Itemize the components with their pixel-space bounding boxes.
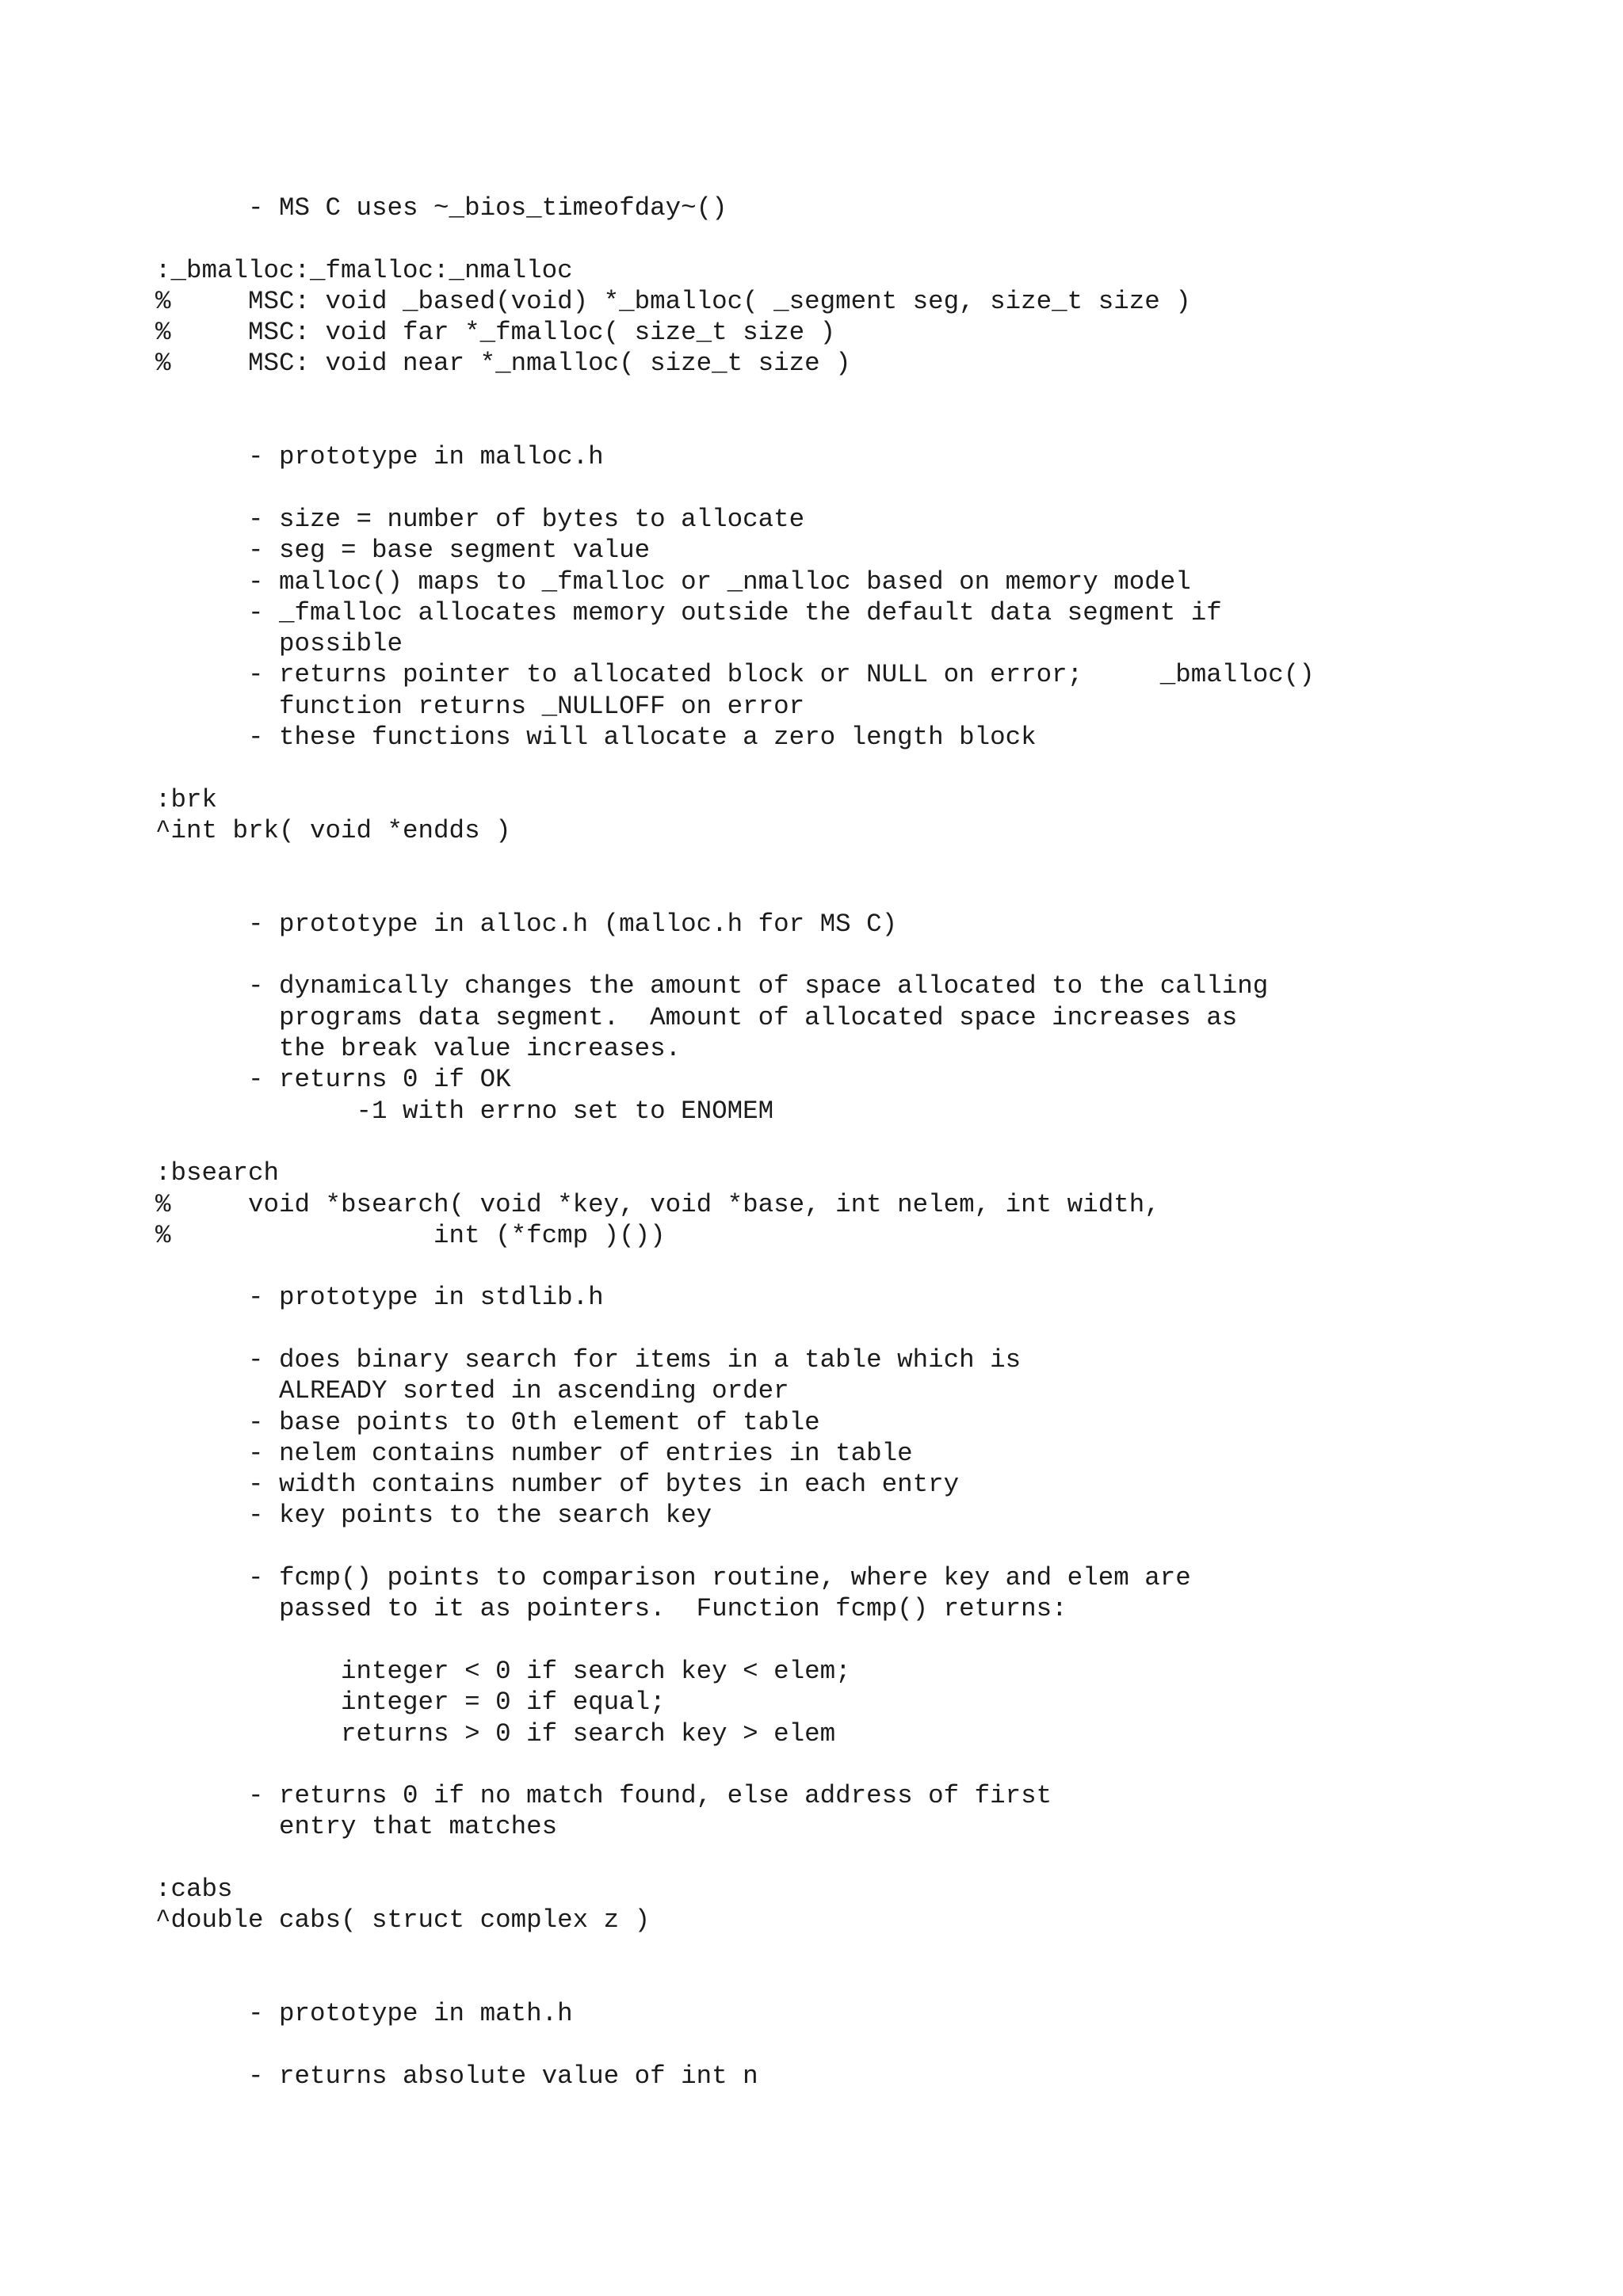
text-line: integer < 0 if search key < elem; <box>155 1656 851 1686</box>
text-line: - returns absolute value of int n <box>155 2061 758 2091</box>
blank-line <box>155 1936 1598 1967</box>
blank-line <box>155 1314 1598 1344</box>
text-line: - prototype in stdlib.h <box>155 1283 604 1313</box>
text-line: - does binary search for items in a table which is <box>155 1344 1022 1375</box>
text-line: - returns pointer to allocated block or NULL on error; _bmalloc() <box>155 660 1315 690</box>
text-line: entry that matches <box>155 1812 558 1842</box>
text-line: passed to it as pointers. Function fcmp() returns: <box>155 1594 1067 1624</box>
text-line: returns > 0 if search key > elem <box>155 1718 836 1749</box>
blank-line <box>155 379 1598 410</box>
blank-line <box>155 1967 1598 1998</box>
blank-line <box>155 473 1598 504</box>
text-line: the break value increases. <box>155 1034 682 1064</box>
text-line: programs data segment. Amount of allocated space increases as <box>155 1002 1238 1032</box>
blank-line <box>155 1531 1598 1562</box>
blank-line <box>155 410 1598 441</box>
text-line: - dynamically changes the amount of space allocated to the calling <box>155 971 1269 1001</box>
blank-line <box>155 1749 1598 1780</box>
entry-heading-brk: :brk <box>155 784 218 814</box>
prototype-line: % MSC: void near *_nmalloc( size_t size ) <box>155 349 851 379</box>
text-line: - MS C uses ~_bios_timeofday~() <box>155 193 727 223</box>
text-line: - prototype in alloc.h (malloc.h for MS C) <box>155 909 898 939</box>
entry-heading-bsearch: :bsearch <box>155 1158 280 1188</box>
text-line: - prototype in math.h <box>155 1999 573 2029</box>
blank-line <box>155 1251 1598 1282</box>
blank-line <box>155 753 1598 784</box>
entry-heading-bmalloc: :_bmalloc:_fmalloc:_nmalloc <box>155 255 573 285</box>
text-line: - base points to 0th element of table <box>155 1407 820 1437</box>
text-line: - these functions will allocate a zero length block <box>155 723 1037 753</box>
prototype-line: % MSC: void _based(void) *_bmalloc( _segment seg, size_t size ) <box>155 286 1191 316</box>
document-page <box>155 193 1598 2092</box>
text-line: - key points to the search key <box>155 1501 712 1531</box>
text-line: integer = 0 if equal; <box>155 1688 666 1718</box>
text-line: ALREADY sorted in ascending order <box>155 1376 789 1406</box>
prototype-line: % MSC: void far *_fmalloc( size_t size ) <box>155 318 836 348</box>
blank-line <box>155 878 1598 909</box>
text-line: -1 with errno set to ENOMEM <box>155 1096 774 1126</box>
text-line: - seg = base segment value <box>155 536 651 566</box>
text-line: - returns 0 if OK <box>155 1065 511 1095</box>
blank-line <box>155 1127 1598 1158</box>
text-line: - _fmalloc allocates memory outside the default data segment if <box>155 597 1222 627</box>
text-line: function returns _NULLOFF on error <box>155 691 805 721</box>
text-line: - malloc() maps to _fmalloc or _nmalloc based on memory model <box>155 566 1191 597</box>
blank-line <box>155 1843 1598 1874</box>
prototype-line: % int (*fcmp )()) <box>155 1220 666 1250</box>
text-line: - width contains number of bytes in each entry <box>155 1470 960 1500</box>
prototype-line: % void *bsearch( void *key, void *base, int nelem, int width, <box>155 1189 1160 1219</box>
blank-line <box>155 940 1598 971</box>
text-line: - fcmp() points to comparison routine, where key and elem are <box>155 1563 1191 1593</box>
blank-line <box>155 2030 1598 2061</box>
blank-line <box>155 846 1598 877</box>
prototype-line: ^double cabs( struct complex z ) <box>155 1905 651 1936</box>
text-line: - prototype in malloc.h <box>155 442 604 472</box>
entry-heading-cabs: :cabs <box>155 1875 233 1905</box>
text-line: - returns 0 if no match found, else address of first <box>155 1781 1052 1811</box>
blank-line <box>155 223 1598 254</box>
prototype-line: ^int brk( void *endds ) <box>155 815 511 845</box>
text-line: - size = number of bytes to allocate <box>155 504 805 534</box>
text-line: - nelem contains number of entries in table <box>155 1438 913 1468</box>
blank-line <box>155 1625 1598 1656</box>
text-line: possible <box>155 629 403 659</box>
